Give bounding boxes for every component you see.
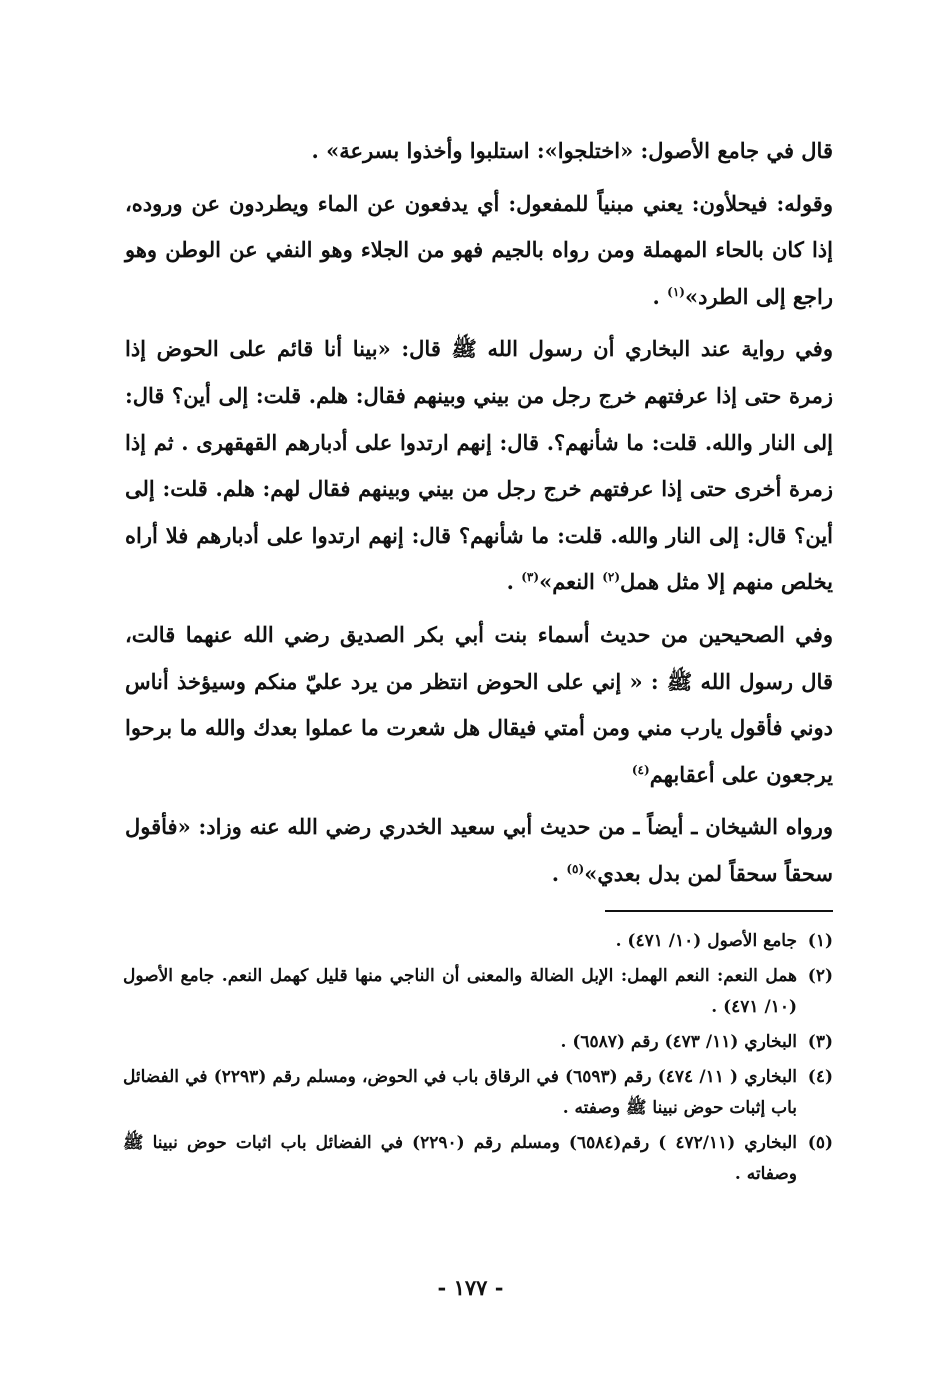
paragraph-3 <box>125 326 833 606</box>
footnote-text: جامع الأصول (١٠/ ٤٧١) . <box>615 931 797 951</box>
main-text <box>125 128 833 898</box>
footnote-number: (٥) <box>807 1133 833 1153</box>
paragraph-3-text: وفي رواية عند البخاري أن رسول الله ﷺ قال: «بينا أنا قائم على الحوض إذا زمرة حتى إذا عرفتهم خرج رجل من بيني وبينهم فقال: هلم. قلت: إلى أين؟ قال: إلى النار والله. قلت: ما شأنهم؟. قال: إنهم ارتدوا على أدبارهم القهقهرى . ثم إذا زمرة أخرى حتى إذا عرفتهم خرج رجل من بيني وبينهم فقال لهم: هلم. قلت: إلى أين؟ قال: إلى النار والله. قلت: ما شأنهم؟ قال: إنهم ارتدوا على أدبارهم فلا أراه يخلص منهم إلا مثل همل <box>125 336 833 595</box>
footnote-1 <box>123 926 833 957</box>
page-number: - ١٧٧ - <box>437 1275 504 1300</box>
footnote-text: البخاري ( ١١/ ٤٧٤) رقم (٦٥٩٣) في الرقاق باب في الحوض، ومسلم رقم (٢٢٩٣) في الفضائل باب إثبات حوض نبينا ﷺ وصفته . <box>123 1067 797 1118</box>
footnote-ref-5: (٥) <box>566 861 585 876</box>
footnote-ref-4: (٤) <box>631 762 650 777</box>
footnote-ref-1: (١) <box>667 284 685 299</box>
footnote-3 <box>123 1027 833 1058</box>
paragraph-2-text: وقوله: فيحلأون: يعني مبنياً للمفعول: أي يدفعون عن الماء ويطردون عن وروده، إذا كان بالحاء المهملة ومن رواه بالجيم فهو من الجلاء وهو النفي عن الوطن وهو راجع إلى الطرد» <box>125 190 833 309</box>
paragraph-1-text: قال في جامع الأصول: «اختلجوا»: استلبوا وأخذوا بسرعة» . <box>311 138 833 163</box>
footnote-number: (١) <box>807 931 833 951</box>
footnote-divider <box>605 910 833 912</box>
footnote-number: (٢) <box>807 966 833 986</box>
paragraph-4 <box>125 612 833 798</box>
paragraph-5-tail: . <box>551 860 567 886</box>
footnote-ref-3: (٣) <box>521 570 540 585</box>
footnote-5 <box>123 1128 833 1190</box>
footnote-number: (٣) <box>807 1032 833 1052</box>
paragraph-2 <box>125 181 833 321</box>
footnote-text: همل النعم: النعم الهمل: الإبل الضالة والمعنى أن الناجي منها قليل كهمل النعم. جامع الأصول (١٠/ ٤٧١) . <box>123 966 797 1017</box>
paragraph-1 <box>125 128 833 175</box>
footnote-4 <box>123 1062 833 1124</box>
footnote-text: البخاري (٤٧٢/١١ ) رقم(٦٥٨٤) ومسلم رقم (٢٢٩٠) في الفضائل باب اثبات حوض نبينا ﷺ وصفاته . <box>123 1133 797 1184</box>
footnote-ref-2: (٢) <box>602 570 621 585</box>
paragraph-5-text: ورواه الشيخان ـ أيضاً ـ من حديث أبي سعيد الخدري رضي الله عنه وزاد: «فأقول سحقاً سحقاً لمن بدل بعدي» <box>125 814 833 886</box>
footnote-text: البخاري (١١/ ٤٧٣) رقم (٦٥٨٧) . <box>560 1032 797 1052</box>
paragraph-2-tail: . <box>652 283 668 309</box>
footnote-number: (٤) <box>807 1067 833 1087</box>
paragraph-4-text: وفي الصحيحين من حديث أسماء بنت أبي بكر الصديق رضي الله عنهما قالت، قال رسول الله ﷺ : « إني على الحوض انتظر من يرد عليّ منكم وسيؤخذ أناس دوني فأقول يارب مني ومن أمتي فيقال هل شعرت ما عملوا بعدك والله ما برحوا يرجعون على أعقابهم <box>125 621 833 787</box>
paragraph-3-text-2: النعم» <box>539 569 603 595</box>
footnotes <box>123 926 833 1194</box>
paragraph-3-tail: . <box>506 569 522 595</box>
paragraph-5 <box>125 804 833 897</box>
footnote-2 <box>123 961 833 1023</box>
